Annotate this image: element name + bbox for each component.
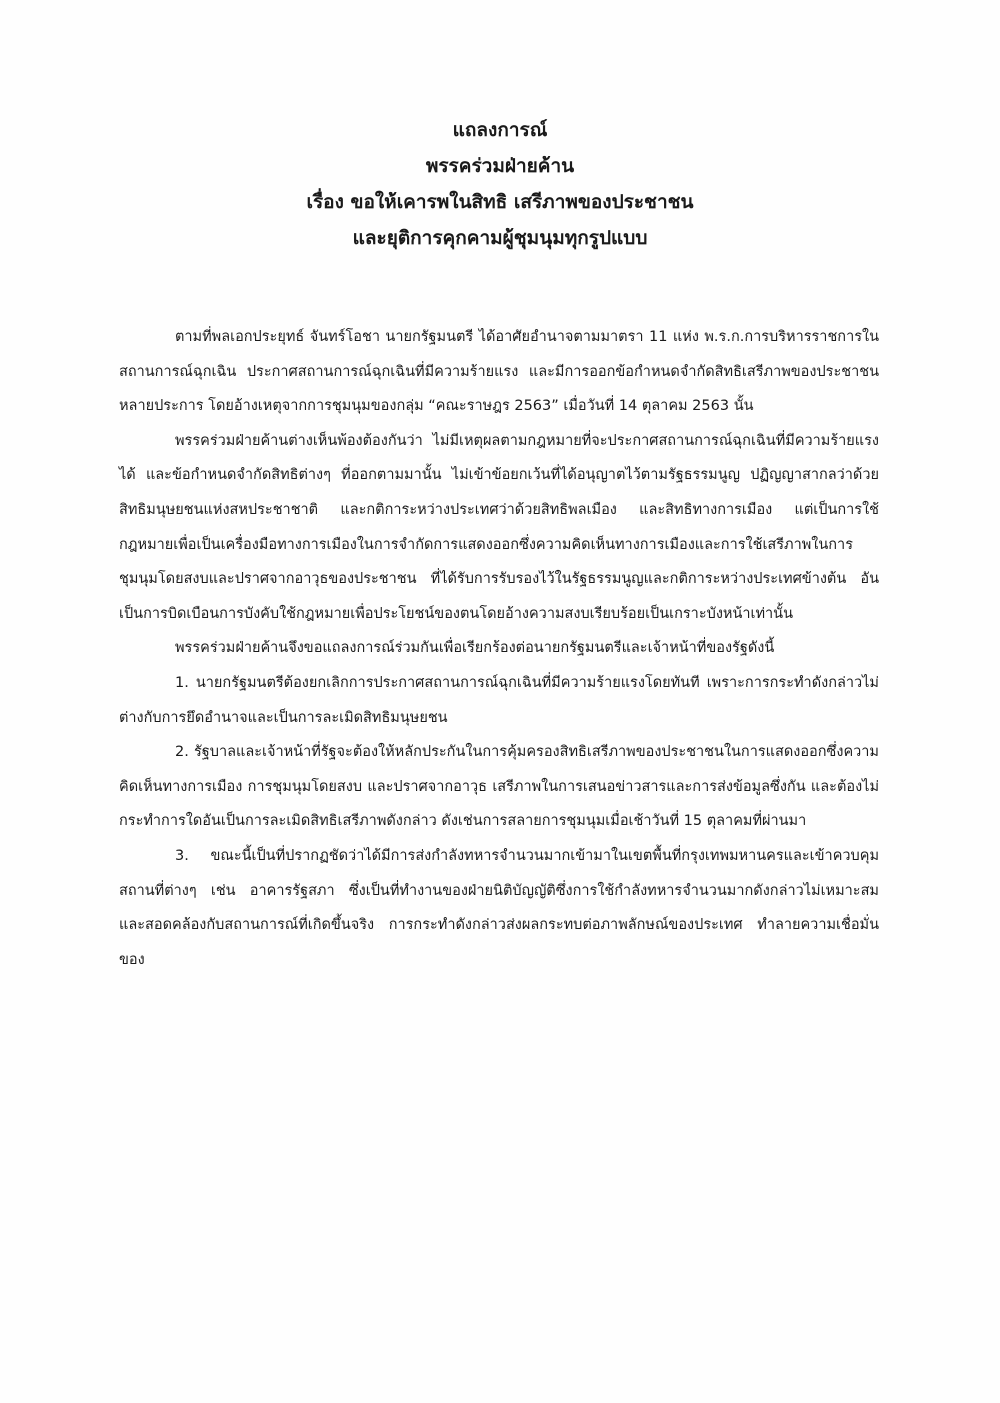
document-title	[0, 112, 1000, 256]
paragraph-demands-intro: พรรคร่วมฝ่ายค้านจึงขอแถลงการณ์ร่วมกันเพื่อเรียกร้องต่อนายกรัฐมนตรีและเจ้าหน้าที่ของรัฐดังนี้	[175, 640, 775, 657]
title-line-announcement: แถลงการณ์	[452, 119, 548, 141]
paragraph-position: พรรคร่วมฝ่ายค้านต่างเห็นพ้องต้องกันว่า ไม่มีเหตุผลตามกฎหมายที่จะประกาศสถานการณ์ฉุกเฉินที่มีความร้ายแรงได้ และข้อกำหนดจำกัดสิทธิต่างๆ ที่ออกตามมานั้น ไม่เข้าข้อยกเว้นที่ได้อนุญาตไว้ตามรัฐธรรมนูญ ปฏิญญาสากลว่าด้วยสิทธิมนุษยชนแห่งสหประชาชาติ และกติการะหว่างประเทศว่าด้วยสิทธิพลเมือง และสิทธิทางการเมือง แต่เป็นการใช้กฎหมายเพื่อเป็นเครื่องมือทางการเมืองในการจำกัดการแสดงออกซึ่งความคิดเห็นทางการเมืองและการใช้เสรีภาพในการชุมนุมโดยสงบและปราศจากอาวุธของประชาชน ที่ได้รับการรับรองไว้ในรัฐธรรมนูญและกติการะหว่างประเทศข้างต้น อันเป็นการบิดเบือนการบังคับใช้กฎหมายเพื่อประโยชน์ของตนโดยอ้างความสงบเรียบร้อยเป็นเกราะบังหน้าเท่านั้น	[119, 432, 879, 622]
demand-item-2: 2. รัฐบาลและเจ้าหน้าที่รัฐจะต้องให้หลักประกันในการคุ้มครองสิทธิเสรีภาพของประชาชนในการแสดงออกซึ่งความคิดเห็นทางการเมือง การชุมนุมโดยสงบ และปราศจากอาวุธ เสรีภาพในการเสนอข่าวสารและการส่งข้อมูลซึ่งกัน และต้องไม่กระทำการใดอันเป็นการละเมิดสิทธิเสรีภาพดังกล่าว ดังเช่นการสลายการชุมนุมเมื่อเช้าวันที่ 15 ตุลาคมที่ผ่านมา	[119, 744, 879, 830]
paragraph-background: ตามที่พลเอกประยุทธ์ จันทร์โอชา นายกรัฐมนตรี ได้อาศัยอำนาจตามมาตรา 11 แห่ง พ.ร.ก.การบริหารราชการในสถานการณ์ฉุกเฉิน ประกาศสถานการณ์ฉุกเฉินที่มีความร้ายแรง และมีการออกข้อกำหนดจำกัดสิทธิเสรีภาพของประชาชนหลายประการ โดยอ้างเหตุจากการชุมนุมของกลุ่ม “คณะราษฎร 2563” เมื่อวันที่ 14 ตุลาคม 2563 นั้น	[119, 329, 879, 415]
document-body	[119, 320, 879, 977]
title-line-subject-continued: และยุติการคุกคามผู้ชุมนุมทุกรูปแบบ	[352, 227, 648, 249]
demand-item-3: 3. ขณะนี้เป็นที่ปรากฏชัดว่าได้มีการส่งกำลังทหารจำนวนมากเข้ามาในเขตพื้นที่กรุงเทพมหานครและเข้าควบคุมสถานที่ต่างๆ เช่น อาคารรัฐสภา ซึ่งเป็นที่ทำงานของฝ่ายนิติบัญญัติซึ่งการใช้กำลังทหารจำนวนมากดังกล่าวไม่เหมาะสม และสอดคล้องกับสถานการณ์ที่เกิดขึ้นจริง การกระทำดังกล่าวส่งผลกระทบต่อภาพลักษณ์ของประเทศ ทำลายความเชื่อมั่นของ	[119, 847, 879, 968]
title-line-party: พรรคร่วมฝ่ายค้าน	[425, 155, 575, 177]
demand-item-1: 1. นายกรัฐมนตรีต้องยกเลิกการประกาศสถานการณ์ฉุกเฉินที่มีความร้ายแรงโดยทันที เพราะการกระทำดังกล่าวไม่ต่างกับการยึดอำนาจและเป็นการละเมิดสิทธิมนุษยชน	[119, 674, 879, 726]
title-line-subject: เรื่อง ขอให้เคารพในสิทธิ เสรีภาพของประชาชน	[306, 191, 694, 213]
